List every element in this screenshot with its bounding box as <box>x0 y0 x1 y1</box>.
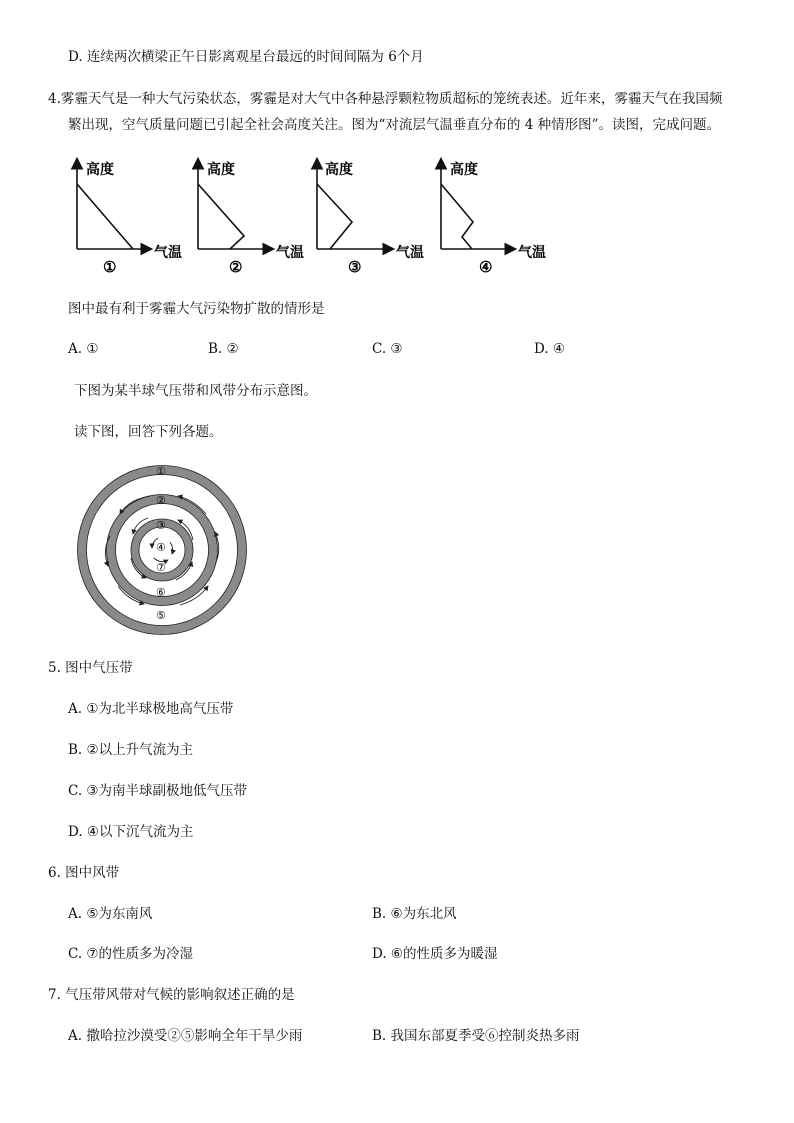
graph-1-number: ① <box>103 258 117 276</box>
graph-4-curve <box>441 184 473 249</box>
q5-stem: 5. 图中气压带 <box>48 660 133 676</box>
q4-stem-line2: 繁出现，空气质量问题已引起全社会高度关注。图为“对流层气温垂直分布的 4 种情形图”。读图，完成问题。 <box>68 117 720 133</box>
q4-option-c[interactable]: C. ③ <box>372 341 403 357</box>
intro-line1: 下图为某半球气压带和风带分布示意图。 <box>74 383 317 399</box>
q6-option-a[interactable]: A. ⑤为东南风 <box>68 906 153 922</box>
graph-2-number: ② <box>229 258 243 276</box>
graph-2-y-label: 高度 <box>207 162 235 178</box>
graph-4-number: ④ <box>479 258 493 276</box>
label-4: ④ <box>156 541 166 554</box>
label-5: ⑤ <box>156 609 166 622</box>
q4-option-b[interactable]: B. ② <box>208 341 239 357</box>
temperature-profile-graphs <box>0 150 794 280</box>
graph-2 <box>198 160 304 276</box>
graph-2-curve <box>198 184 244 249</box>
q6-option-c[interactable]: C. ⑦的性质多为冷湿 <box>68 946 194 962</box>
q7-stem: 7. 气压带风带对气候的影响叙述正确的是 <box>48 987 295 1003</box>
graph-3 <box>317 160 424 276</box>
graph-4-y-label: 高度 <box>450 162 478 178</box>
q4-stem-line1: 4.雾霾天气是一种大气污染状态，雾霾是对大气中各种悬浮颗粒物质超标的笼统表述。近年来，雾霾天气在我国频 <box>48 91 723 107</box>
label-7: ⑦ <box>156 561 166 574</box>
graph-1-y-label: 高度 <box>86 162 114 178</box>
label-1: ① <box>156 465 166 478</box>
label-3: ③ <box>156 519 166 532</box>
q4-option-d[interactable]: D. ④ <box>534 341 566 357</box>
q5-option-b[interactable]: B. ②以上升气流为主 <box>68 742 194 758</box>
pressure-wind-belt-diagram <box>70 458 255 643</box>
graph-1-curve <box>77 184 133 249</box>
q3-option-d: D. 连续两次横梁正午日影离观星台最远的时间间隔为 6个月 <box>68 49 424 65</box>
graph-3-y-label: 高度 <box>325 162 353 178</box>
q4-question: 图中最有利于雾霾大气污染物扩散的情形是 <box>68 301 325 317</box>
graph-4-x-label: 气温 <box>518 245 546 261</box>
q6-option-b[interactable]: B. ⑥为东北风 <box>372 906 457 922</box>
q5-option-c[interactable]: C. ③为南半球副极地低气压带 <box>68 783 248 799</box>
q7-option-a[interactable]: A. 撒哈拉沙漠受②⑤影响全年干旱少雨 <box>68 1028 303 1044</box>
q7-option-b[interactable]: B. 我国东部夏季受⑥控制炎热多雨 <box>372 1028 580 1044</box>
graph-1-x-label: 气温 <box>154 245 182 261</box>
label-6: ⑥ <box>156 586 166 599</box>
graph-3-number: ③ <box>348 258 362 276</box>
label-2: ② <box>156 494 166 507</box>
graph-4 <box>441 160 546 276</box>
q6-option-d[interactable]: D. ⑥的性质多为暖湿 <box>372 946 498 962</box>
q5-option-a[interactable]: A. ①为北半球极地高气压带 <box>68 701 234 717</box>
q6-stem: 6. 图中风带 <box>48 865 120 881</box>
q5-option-d[interactable]: D. ④以下沉气流为主 <box>68 824 194 840</box>
intro-line2: 读下图，回答下列各题。 <box>74 424 223 440</box>
graph-3-x-label: 气温 <box>396 245 424 261</box>
graph-3-curve <box>317 184 352 249</box>
graph-2-x-label: 气温 <box>276 245 304 261</box>
q4-option-a[interactable]: A. ① <box>68 341 99 357</box>
graph-1 <box>77 160 182 276</box>
